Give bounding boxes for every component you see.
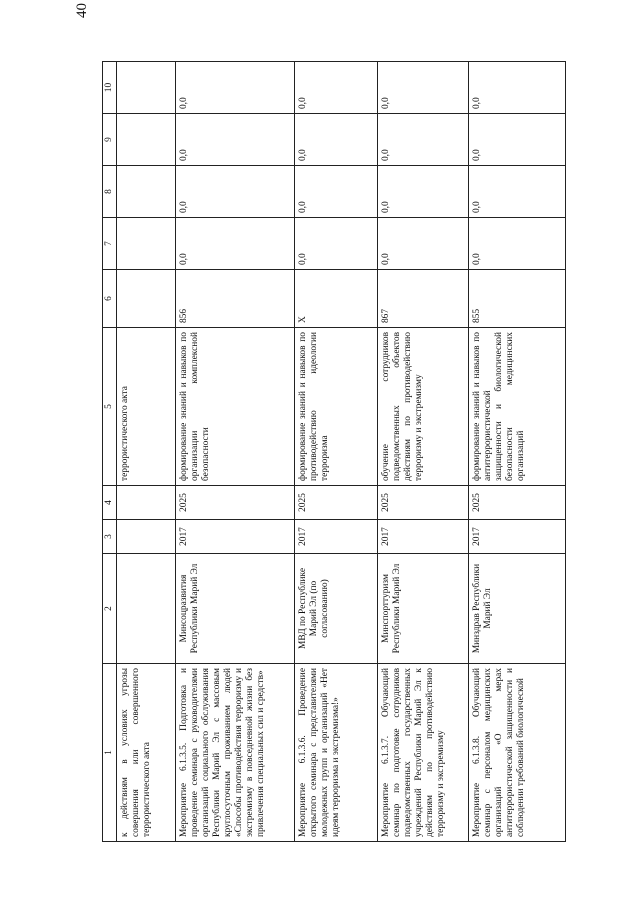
end-year-cell: 2025	[378, 486, 469, 520]
value-cell: 0,0	[176, 62, 295, 114]
header-cell: 8	[103, 166, 117, 218]
value-cell: 0,0	[378, 166, 469, 218]
table-row	[295, 62, 378, 842]
code-cell: 867	[378, 270, 469, 328]
table-row	[378, 62, 469, 842]
program-table	[102, 61, 566, 842]
table-row	[176, 62, 295, 842]
code-cell: 855	[469, 270, 566, 328]
end-year-cell: 2025	[295, 486, 378, 520]
result-cell: обучение сотрудников подведомственных объектов действиям по противодействию терроризму и экстремизму	[378, 328, 469, 486]
value-cell: 0,0	[295, 62, 378, 114]
table-row	[117, 62, 176, 842]
code-cell: 856	[176, 270, 295, 328]
executor-cell: Минздрав Республики Марий Эл	[469, 554, 566, 664]
value-cell	[117, 114, 176, 166]
activity-cell: Мероприятие 6.1.3.5. Подготовка и проведение семинара с руководителями организаций социального обслуживания Республики Марий Эл с массовым круглосуточным проживанием людей «Способы противодействия терроризму и экстремизму в повседневной жизни без привлечения специальных сил и средств»	[176, 664, 295, 842]
header-cell: 9	[103, 114, 117, 166]
start-year-cell: 2017	[378, 520, 469, 554]
value-cell: 0,0	[469, 114, 566, 166]
value-cell: 0,0	[176, 218, 295, 270]
header-cell: 5	[103, 328, 117, 486]
end-year-cell: 2025	[176, 486, 295, 520]
result-cell: формирование знаний и навыков по противодействию идеологии терроризма	[295, 328, 378, 486]
value-cell: 0,0	[469, 62, 566, 114]
value-cell	[117, 218, 176, 270]
executor-cell	[117, 554, 176, 664]
value-cell: 0,0	[378, 218, 469, 270]
executor-cell: Минспорттуризм Республики Марий Эл	[378, 554, 469, 664]
activity-cell: к действиям в условиях угрозы совершения или совершенного террористического акта	[117, 664, 176, 842]
value-cell: 0,0	[469, 166, 566, 218]
value-cell: 0,0	[378, 114, 469, 166]
header-cell: 2	[103, 554, 117, 664]
result-cell: формирование знаний и навыков по антитеррористической защищенности и биологической безопасности медицинских организаций	[469, 328, 566, 486]
header-cell: 4	[103, 486, 117, 520]
value-cell: 0,0	[176, 114, 295, 166]
value-cell: 0,0	[378, 62, 469, 114]
start-year-cell: 2017	[295, 520, 378, 554]
result-cell: террористического акта	[117, 328, 176, 486]
start-year-cell: 2017	[469, 520, 566, 554]
executor-cell: Минсоцразвития Республики Марий Эл	[176, 554, 295, 664]
executor-cell: МВД по Республике Марий Эл (по согласованию)	[295, 554, 378, 664]
start-year-cell: 2017	[176, 520, 295, 554]
rotated-table-area	[70, 3, 570, 842]
header-cell: 10	[103, 62, 117, 114]
page-number: 40	[74, 3, 90, 18]
end-year-cell	[117, 486, 176, 520]
value-cell: 0,0	[295, 114, 378, 166]
value-cell: 0,0	[295, 166, 378, 218]
code-cell: X	[295, 270, 378, 328]
header-cell: 6	[103, 270, 117, 328]
value-cell: 0,0	[295, 218, 378, 270]
header-row	[103, 62, 117, 842]
code-cell	[117, 270, 176, 328]
header-cell: 3	[103, 520, 117, 554]
result-cell: формирование знаний и навыков по организации комплексной безопасности	[176, 328, 295, 486]
header-cell: 1	[103, 664, 117, 842]
end-year-cell: 2025	[469, 486, 566, 520]
activity-cell: Мероприятие 6.1.3.6. Проведение открытого семинара с представителями молодежных групп и организаций «Нет идеям терроризма и экстремизма!»	[295, 664, 378, 842]
value-cell	[117, 166, 176, 218]
header-cell: 7	[103, 218, 117, 270]
value-cell: 0,0	[176, 166, 295, 218]
value-cell	[117, 62, 176, 114]
table-row	[469, 62, 566, 842]
value-cell: 0,0	[469, 218, 566, 270]
activity-cell: Мероприятие 6.1.3.7. Обучающий семинар по подготовке сотрудников подведомственных государственных учреждений Республики Марий Эл к действиям по противодействию терроризму и экстремизму	[378, 664, 469, 842]
activity-cell: Мероприятие 6.1.3.8. Обучающий семинар с персоналом медицинских организаций «О мерах антитеррористической защищенности и соблюдении требований биологической	[469, 664, 566, 842]
start-year-cell	[117, 520, 176, 554]
